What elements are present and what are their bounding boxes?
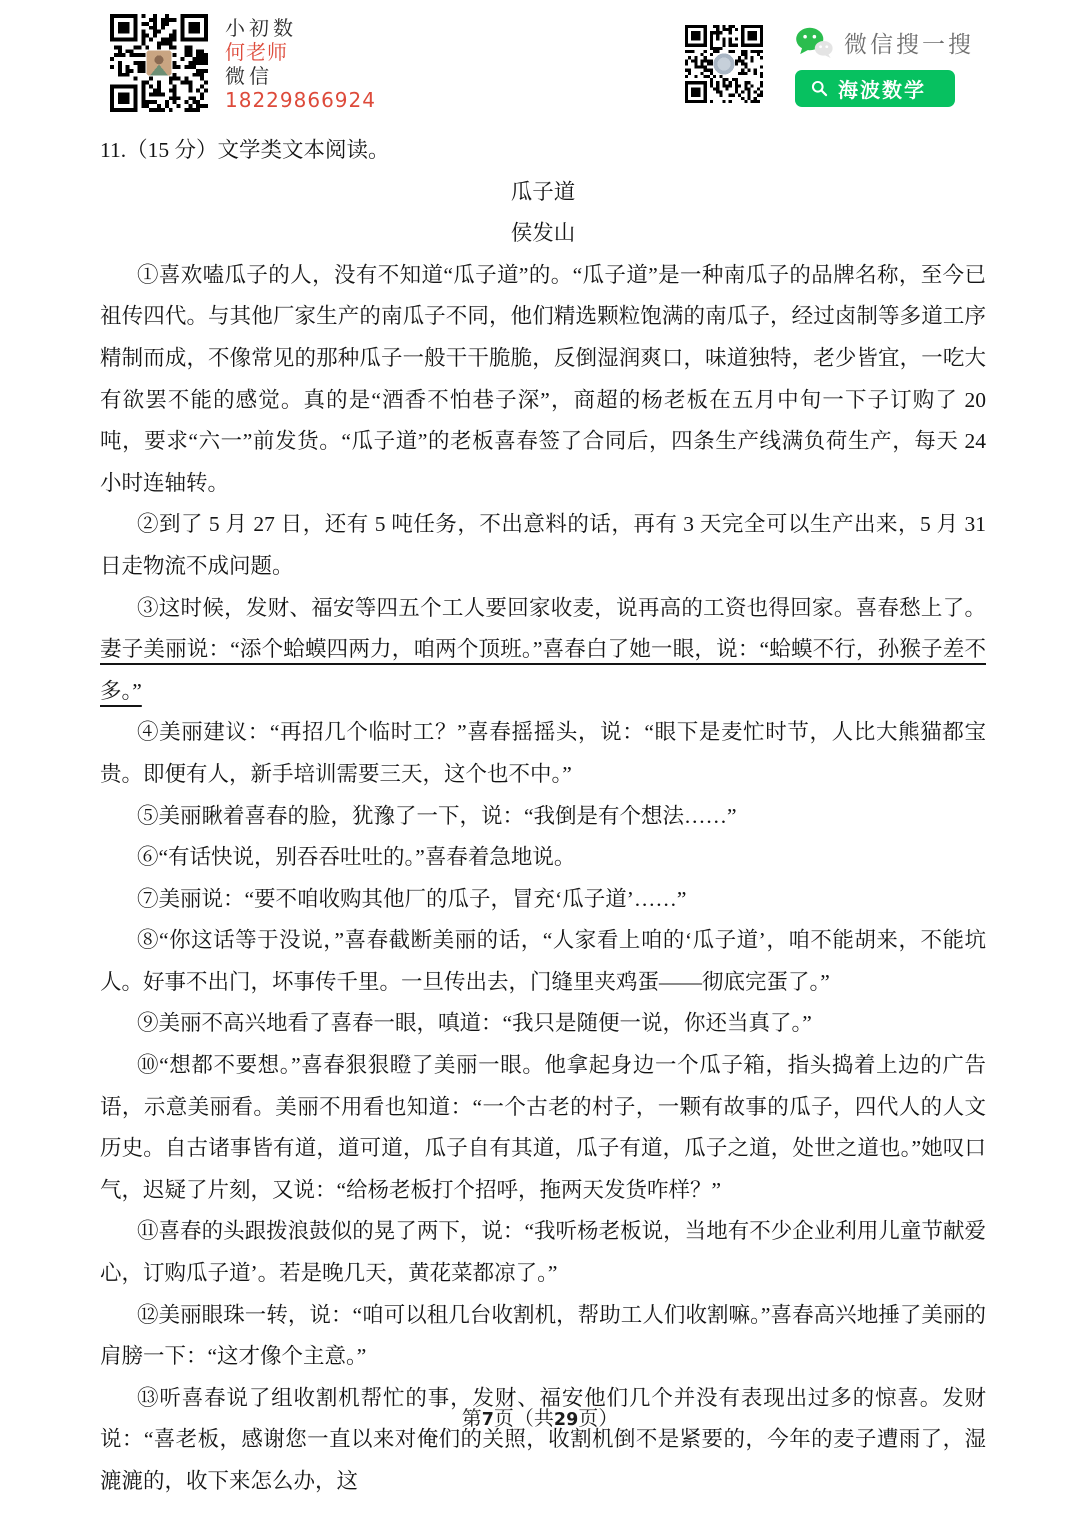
passage-paragraph: ⑧“你这话等于没说，”喜春截断美丽的话，“人家看上咱的‘瓜子道’，咱不能胡来，不能坑人。好事不出门，坏事传千里。一旦传出去，门缝里夹鸡蛋——彻底完蛋了。”: [100, 928, 986, 994]
passage-paragraph: ⑥“有话快说，别吞吞吐吐的。”喜春着急地说。: [137, 845, 576, 870]
current-page-number: 7: [481, 1410, 494, 1430]
passage-body: [100, 255, 986, 1503]
contact-line: 微信: [225, 64, 273, 88]
contact-promo: [110, 14, 376, 116]
qr-code-icon: [685, 25, 763, 103]
passage-paragraph: ②到了 5 月 27 日，还有 5 吨任务，不出意料的话，再有 3 天完全可以生产出来，5 月 31 日走物流不成问题。: [100, 512, 986, 578]
passage-section: [100, 130, 986, 1503]
contact-line: 小初数: [225, 16, 297, 40]
page-footer: [0, 1402, 1080, 1431]
passage-paragraph: ①喜欢嗑瓜子的人，没有不知道“瓜子道”的。“瓜子道”是一种南瓜子的品牌名称，至今已祖传四代。与其他厂家生产的南瓜子不同，他们精选颗粒饱满的南瓜子，经过卤制等多道工序精制而成，不像常见的那种瓜子一般干干脆脆，反倒湿润爽口，味道独特，老少皆宜，一吃大有欲罢不能的感觉。真的是“酒香不怕巷子深”，商超的杨老板在五月中旬一下子订购了 20 吨，要求“六一”前发货。“瓜子道”的老板喜春签了合同后，四条生产线满负荷生产，每天 24 小时连轴转。: [100, 262, 986, 495]
passage-paragraph: ⑪喜春的头跟拨浪鼓似的晃了两下，说：“我听杨老板说，当地有不少企业利用儿童节献爱心，订购瓜子道’。若是晚几天，黄花菜都凉了。”: [100, 1219, 986, 1286]
wechat-logo-icon: [795, 27, 833, 58]
wechat-search-button: [795, 70, 955, 107]
wechat-promo: [685, 25, 974, 107]
wechat-search-block: [795, 25, 974, 107]
wechat-search-row: [795, 26, 974, 59]
contact-line: 何老师: [225, 40, 288, 64]
total-page-number: 29: [553, 1410, 579, 1430]
passage-paragraph: ⑦美丽说：“要不咱收购其他厂的瓜子，冒充‘瓜子道’……”: [137, 886, 687, 911]
wechat-search-button-label: 海波数学: [838, 78, 926, 102]
passage-author: 侯发山: [510, 221, 576, 246]
passage-paragraph: ⑫美丽眼珠一转，说：“咱可以租几台收割机，帮助工人们收割嘛。”喜春高兴地捶了美丽的肩膀一下：“这才像个主意。”: [100, 1302, 986, 1369]
footer-text: 第: [461, 1408, 482, 1430]
passage-paragraph: ③这时候，发财、福安等四五个工人要回家收麦，说再高的工资也得回家。喜春愁上了。妻子美丽说：“添个蛤蟆四两力，咱两个顶班。”喜春白了她一眼，说：“蛤蟆不行，孙猴子差不多。”: [100, 595, 986, 703]
passage-paragraph: ⑩“想都不要想。”喜春狠狠瞪了美丽一眼。他拿起身边一个瓜子箱，指头捣着上边的广告语，示意美丽看。美丽不用看也知道：“一个古老的村子，一颗有故事的瓜子，四代人的人文历史。自古诸事皆有道，道可道，瓜子自有其道，瓜子有道，瓜子之道，处世之道也。”她叹口气，迟疑了片刻，又说：“给杨老板打个招呼，拖两天发货咋样？”: [100, 1053, 986, 1202]
qr-code-icon: [110, 14, 208, 112]
passage-paragraph: ⑬听喜春说了组收割机帮忙的事，发财、福安他们几个并没有表现出过多的惊喜。发财说：“喜老板，感谢您一直以来对俺们的关照，收割机倒不是紧要的，今年的麦子遭雨了，湿漉漉的，收下来怎么办，这: [100, 1385, 986, 1493]
qr-avatar: [146, 50, 171, 75]
passage-paragraph: ④美丽建议：“再招几个临时工？”喜春摇摇头，说：“眼下是麦忙时节，人比大熊猫都宝贵。即便有人，新手培训需要三天，这个也不中。”: [100, 720, 986, 786]
contact-info: [225, 14, 376, 116]
search-icon: [810, 79, 829, 98]
passage-paragraph: ⑤美丽瞅着喜春的脸，犹豫了一下，说：“我倒是有个想法……”: [137, 803, 737, 828]
page-header: [110, 14, 980, 116]
passage-paragraph: ⑨美丽不高兴地看了喜春一眼，嗔道：“我只是随便一说，你还当真了。”: [137, 1011, 812, 1036]
wechat-search-label: 微信搜一搜: [844, 32, 974, 58]
footer-text: 页（共: [493, 1408, 554, 1430]
footer-text: 页）: [578, 1408, 619, 1430]
question-number-line: 11.（15 分）文学类文本阅读。: [100, 138, 390, 162]
qr-center-logo: [713, 53, 734, 74]
contact-phone: 18229866924: [225, 88, 376, 112]
passage-title: 瓜子道: [510, 179, 576, 204]
